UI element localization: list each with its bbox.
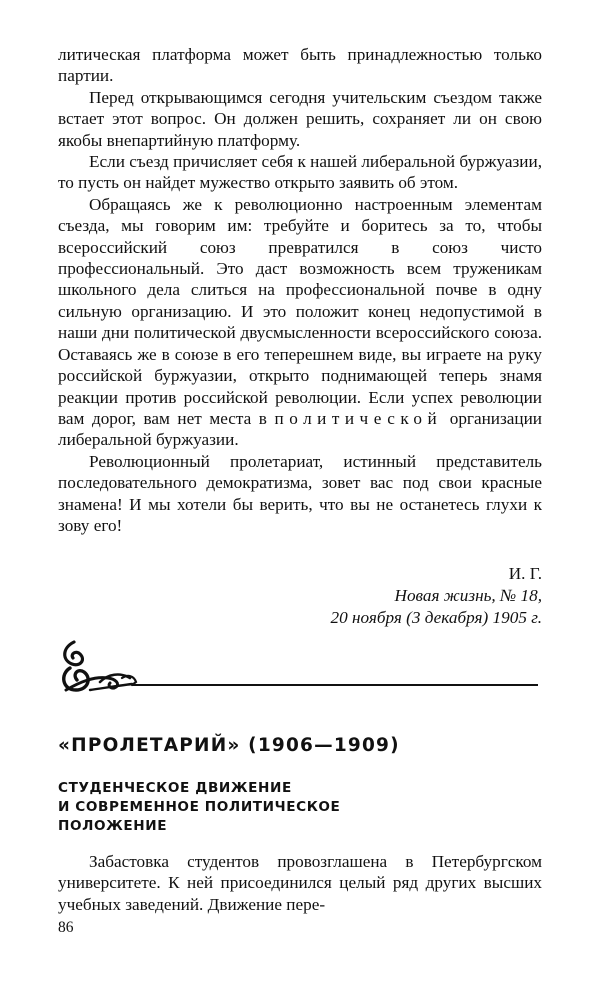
article-title — [58, 779, 542, 836]
article-title-line-2: И СОВРЕМЕННОЕ ПОЛИТИЧЕСКОЕ — [58, 799, 341, 815]
floral-ornament-icon — [60, 638, 550, 698]
article-title-line-1: СТУДЕНЧЕСКОЕ ДВИЖЕНИЕ — [58, 780, 292, 796]
signature-author: И. Г. — [508, 564, 542, 583]
article-title-line-3: ПОЛОЖЕНИЕ — [58, 818, 168, 834]
paragraph-1: литическая платформа может быть принадлежностью только партии. — [58, 45, 542, 86]
paragraph-4-tail: организации либеральной буржуазии. — [58, 408, 542, 450]
body-text — [58, 44, 542, 536]
article-paragraph: Забастовка студентов провозглашена в Петербургском университете. К ней присоединился целый ряд других высших учебных заведений. Движение пере- — [58, 852, 542, 914]
paragraph-5: Революционный пролетариат, истинный представитель последовательного демократизма, зовет вас под свои красные знамена! И мы хотели бы верить, что вы не останетесь глухи к зову его! — [58, 451, 542, 535]
spaced-word: политической — [274, 408, 443, 428]
section-heading: «ПРОЛЕТАРИЙ» (1906—1909) — [58, 735, 400, 756]
paragraph-4 — [58, 194, 542, 451]
page-number: 86 — [58, 919, 74, 936]
paragraph-2: Перед открывающимся сегодня учительским съездом также встает этот вопрос. Он должен решить, сохраняет ли он свою якобы внепартийную платформу. — [58, 87, 542, 150]
article-text — [58, 851, 542, 915]
signature-source: Новая жизнь, № 18, — [394, 586, 542, 605]
signature-date: 20 ноября (3 декабря) 1905 г. — [330, 608, 542, 627]
ornament-rule — [132, 684, 538, 686]
paragraph-4-text: Обращаясь же к революционно настроенным элементам съезда, мы говорим им: требуйте и боритесь за то, чтобы всероссийский союз превратился в союз чисто профессиональный. Это даст возможность всем труженикам школьного дела слиться на профессиональной почве в одну сильную организацию. И это положит конец недопустимой в наши дни политической двусмысленности всероссийского союза. Оставаясь же в союзе в его теперешнем виде, вы играете на руку российской буржуазии, открыто поднимающей теперь знамя реакции против российской революции. Если успех революции вам дорог, вам нет места в — [58, 194, 542, 428]
paragraph-3: Если съезд причисляет себя к нашей либеральной буржуазии, то пусть он найдет мужество открыто заявить об этом. — [58, 152, 542, 193]
